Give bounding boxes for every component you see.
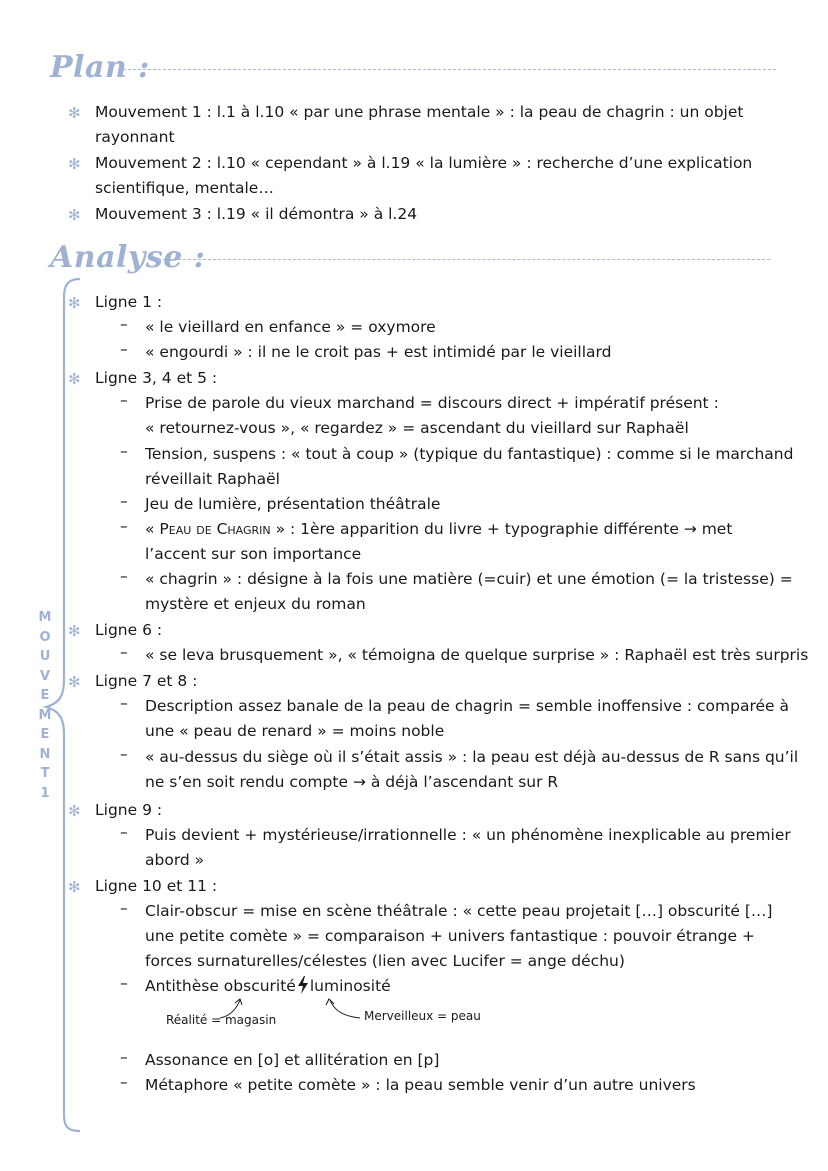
dash-icon: – bbox=[120, 442, 128, 460]
ligne-9-label: Ligne 9 : bbox=[95, 801, 163, 819]
dash-icon: – bbox=[120, 391, 128, 409]
bullet-icon: ✻ bbox=[68, 622, 81, 640]
bullet-icon: ✻ bbox=[68, 206, 81, 224]
dash-icon: – bbox=[120, 517, 128, 535]
bullet-icon: ✻ bbox=[68, 294, 81, 312]
quote-open: « bbox=[145, 520, 160, 538]
plan-item-1-line-1: Mouvement 1 : l.1 à l.10 « par une phrase mentale » : la peau de chagrin : un objet bbox=[95, 103, 744, 121]
side-letter: T bbox=[40, 766, 50, 781]
ligne-78-label: Ligne 7 et 8 : bbox=[95, 672, 198, 690]
note-realite: Réalité = magasin bbox=[166, 1013, 277, 1027]
ligne-1011-detail-1a: Clair-obscur = mise en scène théâtrale : « cette peau projetait […] obscurité […] bbox=[145, 902, 773, 920]
ligne-345-detail-5a: « chagrin » : désigne à la fois une matière (=cuir) et une émotion (= la tristesse) = bbox=[145, 570, 793, 588]
dash-icon: – bbox=[120, 823, 128, 841]
ligne-1011-detail-1b: une petite comète » = comparaison + univers fantastique : pouvoir étrange + bbox=[145, 927, 755, 945]
ligne-78-detail-1a: Description assez banale de la peau de chagrin = semble inoffensive : comparée à bbox=[145, 697, 789, 715]
bullet-icon: ✻ bbox=[68, 104, 81, 122]
bullet-icon: ✻ bbox=[68, 878, 81, 896]
ligne-345-detail-2b: réveillait Raphaël bbox=[145, 470, 280, 488]
ligne-345-detail-1a: Prise de parole du vieux marchand = discours direct + impératif présent : bbox=[145, 394, 719, 412]
ligne-1-label: Ligne 1 : bbox=[95, 293, 163, 311]
plan-item-2-line-1: Mouvement 2 : l.10 « cependant » à l.19 « la lumière » : recherche d’une explication bbox=[95, 154, 753, 172]
ligne-1011-detail-4: Métaphore « petite comète » : la peau semble venir d’un autre univers bbox=[145, 1076, 696, 1094]
ligne-78-detail-2b: ne s’en soit rendu compte → à déjà l’ascendant sur R bbox=[145, 773, 559, 791]
ligne-6-detail-1: « se leva brusquement », « témoigna de quelque surprise » : Raphaël est très surpris bbox=[145, 646, 809, 664]
side-letter: U bbox=[39, 649, 51, 664]
lightning-icon bbox=[296, 976, 310, 994]
plan-item-2-line-2: scientifique, mentale… bbox=[95, 179, 274, 197]
side-letter: 1 bbox=[40, 785, 50, 801]
dash-icon: – bbox=[120, 340, 128, 358]
bullet-icon: ✻ bbox=[68, 370, 81, 388]
bullet-icon: ✻ bbox=[68, 802, 81, 820]
dash-icon: – bbox=[120, 1073, 128, 1091]
ligne-9-detail-1b: abord » bbox=[145, 851, 205, 869]
ligne-9-detail-1a: Puis devient + mystérieuse/irrationnelle : « un phénomène inexplicable au premier bbox=[145, 826, 791, 844]
plan-heading: Plan : bbox=[50, 50, 150, 85]
antithese-word-1: obscurité bbox=[223, 977, 296, 995]
dash-icon: – bbox=[120, 567, 128, 585]
plan-item-1-line-2: rayonnant bbox=[95, 128, 175, 146]
ligne-1011-label: Ligne 10 et 11 : bbox=[95, 877, 218, 895]
antithese-word-2: luminosité bbox=[309, 977, 391, 995]
ligne-6-label: Ligne 6 : bbox=[95, 621, 163, 639]
ligne-345-detail-1b: « retournez-vous », « regardez » = ascendant du vieillard sur Raphaël bbox=[145, 419, 689, 437]
dash-icon: – bbox=[120, 899, 128, 917]
ligne-1-detail-2: « engourdi » : il ne le croit pas + est intimidé par le vieillard bbox=[145, 343, 612, 361]
note-merveilleux: Merveilleux = peau bbox=[364, 1009, 481, 1023]
side-letter: N bbox=[39, 746, 51, 762]
side-letter: E bbox=[40, 727, 50, 742]
analyse-heading: Analyse : bbox=[50, 240, 206, 275]
dash-icon: – bbox=[120, 643, 128, 661]
ligne-1011-detail-1c: forces surnaturelles/célestes (lien avec Lucifer = ange déchu) bbox=[145, 952, 625, 970]
ligne-345-detail-4 bbox=[145, 517, 732, 542]
side-letter: E bbox=[40, 688, 50, 703]
ligne-1-detail-1: « le vieillard en enfance » = oxymore bbox=[145, 318, 436, 336]
dash-icon: – bbox=[120, 745, 128, 763]
analyse-heading-rule bbox=[158, 259, 770, 260]
movement-side-label bbox=[38, 608, 52, 803]
plan-item-3: Mouvement 3 : l.19 « il démontra » à l.24 bbox=[95, 205, 418, 223]
side-letter: O bbox=[39, 629, 51, 645]
side-letter: M bbox=[38, 610, 52, 625]
ligne-345-detail-4b: l’accent sur son importance bbox=[145, 545, 362, 563]
book-title: Peau de Chagrin bbox=[159, 520, 271, 538]
bullet-icon: ✻ bbox=[68, 673, 81, 691]
ligne-1011-detail-3: Assonance en [o] et allitération en [p] bbox=[145, 1051, 440, 1069]
ligne-345-detail-2a: Tension, suspens : « tout à coup » (typique du fantastique) : comme si le marchand bbox=[145, 445, 794, 463]
dash-icon: – bbox=[120, 492, 128, 510]
detail-rest: » : 1ère apparition du livre + typographie différente → met bbox=[270, 520, 733, 538]
plan-heading-rule bbox=[118, 69, 776, 70]
side-letter: M bbox=[38, 707, 52, 723]
dash-icon: – bbox=[120, 315, 128, 333]
dash-icon: – bbox=[120, 694, 128, 712]
ligne-345-detail-5b: mystère et enjeux du roman bbox=[145, 595, 366, 613]
dash-icon: – bbox=[120, 974, 128, 992]
bullet-icon: ✻ bbox=[68, 155, 81, 173]
antithese-label: Antithèse bbox=[145, 977, 224, 995]
ligne-345-label: Ligne 3, 4 et 5 : bbox=[95, 369, 218, 387]
side-letter: V bbox=[39, 668, 51, 684]
ligne-78-detail-2a: « au-dessus du siège où il s’était assis » : la peau est déjà au-dessus de R sans qu’il bbox=[145, 748, 799, 766]
ligne-78-detail-1b: une « peau de renard » = moins noble bbox=[145, 722, 445, 740]
ligne-345-detail-3: Jeu de lumière, présentation théâtrale bbox=[145, 495, 441, 513]
dash-icon: – bbox=[120, 1048, 128, 1066]
